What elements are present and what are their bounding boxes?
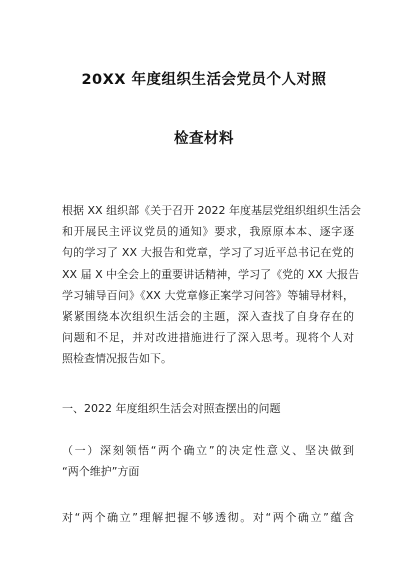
subsection-heading	[62, 440, 354, 482]
subsection-line: （一）深刻领悟“两个确立”的决定性意义、坚决做到	[62, 444, 354, 457]
body-paragraph	[62, 507, 354, 528]
paragraph-line: 照检查情况报告如下。	[62, 352, 172, 366]
document-title-line2: 检查材料	[174, 131, 234, 147]
section-heading-text: 一、2022 年度组织生活会对照查摆出的问题	[62, 402, 281, 415]
subsection-line: “两个维护”方面	[62, 465, 140, 479]
document-title: 20XX 年度组织生活会党员个人对照	[81, 72, 327, 88]
paragraph-line: 和开展民主评议党员的通知》要求，我原原本本、逐字逐	[62, 225, 354, 239]
paragraph-line: 问题和不足，并对改进措施进行了深入思考。现将个人对	[62, 331, 354, 345]
paragraph-line: 学习辅导百问》《XX 大党章修正案学习问答》等辅导材料，	[62, 288, 354, 302]
section-heading	[62, 398, 354, 419]
intro-paragraph	[62, 200, 362, 370]
paragraph-line: 对“两个确立”理解把握不够透彻。对“两个确立”蕴含	[62, 511, 354, 524]
paragraph-line: 句的学习了 XX 大报告和党章，学习了习近平总书记在党的	[62, 246, 354, 260]
paragraph-line: 紧紧围绕本次组织生活会的主题，深入查找了自身存在的	[62, 309, 354, 323]
paragraph-line: 根据 XX 组织部《关于召开 2022 年度基层党组织组织生活会	[62, 204, 362, 217]
paragraph-line: XX 届 X 中全会上的重要讲话精神，学习了《党的 XX 大报告	[62, 267, 360, 281]
